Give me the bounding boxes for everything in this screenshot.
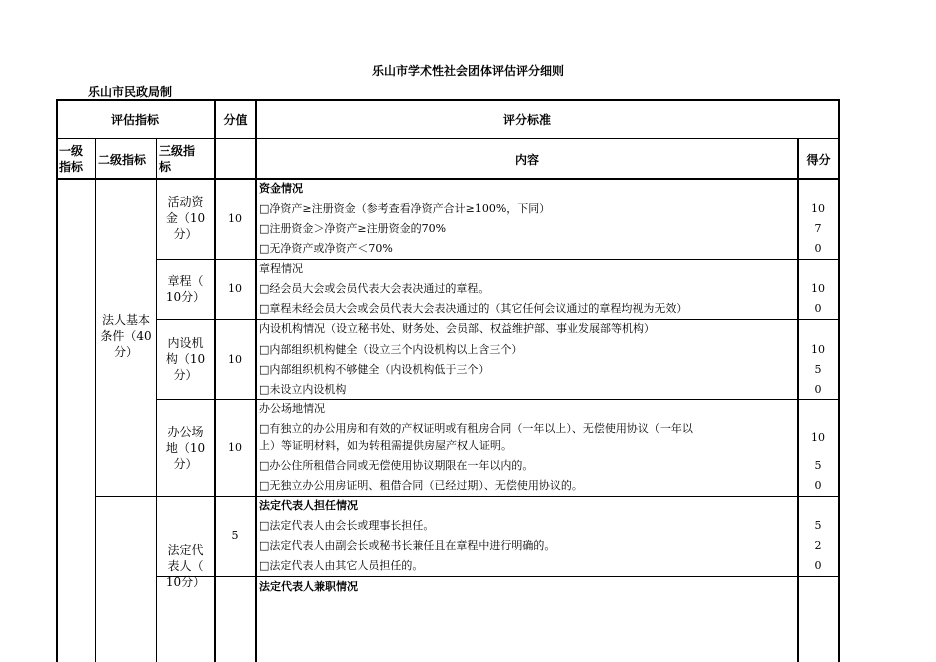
document-title: 乐山市学术性社会团体评估评分细则 bbox=[371, 64, 564, 78]
fund-item: □无净资产或净资产＜70% bbox=[259, 242, 393, 255]
legal-rep-item: □法定代表人由其它人员担任的。 bbox=[259, 559, 424, 572]
header-level3-line: 三级指 bbox=[159, 144, 196, 158]
office-heading: 办公场地情况 bbox=[259, 402, 325, 415]
level3-line: 10分） bbox=[165, 575, 206, 589]
level3-line: 地（10 bbox=[165, 441, 206, 455]
office-item-score: 10 bbox=[811, 431, 825, 444]
charter-heading: 章程情况 bbox=[259, 262, 303, 275]
office-value: 10 bbox=[228, 441, 242, 454]
header-score: 得分 bbox=[806, 153, 831, 167]
fund-item-score: 7 bbox=[814, 222, 822, 235]
table-border-left bbox=[56, 99, 58, 662]
fund-item: □注册资金＞净资产≥注册资金的70% bbox=[259, 222, 447, 235]
header-level1 bbox=[59, 143, 83, 175]
level2-line: 分） bbox=[113, 345, 138, 359]
level3-line: 分） bbox=[173, 227, 198, 241]
level3-line: 表人（ bbox=[167, 559, 204, 573]
level2-line: 法人基本 bbox=[101, 313, 150, 327]
office-item-score: 0 bbox=[814, 479, 822, 492]
legal-rep-heading: 法定代表人担任情况 bbox=[259, 499, 358, 512]
charter-item: □章程未经会员大会或会员代表大会表决通过的（其它任何会议通过的章程均视为无效） bbox=[259, 302, 688, 315]
charter-item-score: 10 bbox=[811, 282, 825, 295]
office-item-line: 上）等证明材料，如为转租需提供房屋产权人证明。 bbox=[259, 439, 512, 452]
office-item: □无独立办公用房证明、租借合同（已经过期）、无偿使用协议的。 bbox=[259, 479, 583, 492]
level3-fund bbox=[157, 194, 214, 242]
header-content: 内容 bbox=[514, 153, 539, 167]
level3-line: 办公场 bbox=[167, 425, 204, 439]
fund-item-score: 0 bbox=[814, 242, 822, 255]
header-level3 bbox=[159, 143, 195, 175]
charter-item: □经会员大会或会员代表大会表决通过的章程。 bbox=[259, 282, 490, 295]
table-header-bottom bbox=[56, 178, 840, 180]
header-level3-line: 标 bbox=[159, 160, 172, 174]
org-item: □内部组织机构健全（设立三个内设机构以上含三个） bbox=[259, 343, 523, 356]
level3-line: 分） bbox=[173, 457, 198, 471]
legal-rep-concurrent-heading: 法定代表人兼职情况 bbox=[259, 580, 358, 593]
level3-line: 10分） bbox=[165, 290, 206, 304]
office-item bbox=[259, 420, 693, 454]
level3-line: 构（10 bbox=[165, 352, 206, 366]
fund-value: 10 bbox=[228, 212, 242, 225]
legal-rep-item: □法定代表人由会长或理事长担任。 bbox=[259, 519, 435, 532]
charter-value: 10 bbox=[228, 282, 242, 295]
level3-line: 金（10 bbox=[165, 211, 206, 225]
level3-line: 活动资 bbox=[167, 195, 204, 209]
issuing-organization: 乐山市民政局制 bbox=[88, 85, 173, 99]
office-item-score: 5 bbox=[814, 459, 822, 472]
header-level1-line: 指标 bbox=[59, 160, 84, 174]
legal-rep-value: 5 bbox=[231, 529, 239, 542]
org-item: □未设立内设机构 bbox=[259, 383, 347, 396]
level3-office bbox=[157, 424, 214, 472]
org-value: 10 bbox=[228, 353, 242, 366]
level2-basic-conditions bbox=[96, 312, 156, 360]
org-item-score: 10 bbox=[811, 343, 825, 356]
header-indicators: 评估指标 bbox=[110, 113, 159, 127]
org-heading: 内设机构情况（设立秘书处、财务处、会员部、权益维护部、事业发展部等机构） bbox=[259, 322, 655, 335]
table-line bbox=[95, 496, 840, 497]
legal-rep-item-score: 5 bbox=[814, 519, 822, 532]
office-item-line: □有独立的办公用房和有效的产权证明或有租房合同（一年以上）、无偿使用协议（一年以 bbox=[259, 422, 693, 435]
level3-line: 分） bbox=[173, 368, 198, 382]
table-line bbox=[95, 138, 96, 662]
table-border-top bbox=[56, 99, 840, 101]
level3-internal-org bbox=[157, 335, 214, 383]
charter-item-score: 0 bbox=[814, 302, 822, 315]
table-line bbox=[56, 138, 840, 139]
header-level2: 二级指标 bbox=[98, 153, 147, 167]
table-line bbox=[214, 99, 216, 662]
fund-item: □净资产≥注册资金（参考查看净资产合计≥100%，下同） bbox=[259, 202, 551, 215]
org-item-score: 0 bbox=[814, 383, 822, 396]
office-item: □办公住所租借合同或无偿使用协议期限在一年以内的。 bbox=[259, 459, 534, 472]
legal-rep-item-score: 2 bbox=[814, 539, 822, 552]
fund-item-score: 10 bbox=[811, 202, 825, 215]
fund-heading: 资金情况 bbox=[259, 182, 303, 195]
header-level1-line: 一级 bbox=[59, 144, 84, 158]
level3-line: 内设机 bbox=[167, 336, 204, 350]
level2-line: 条件（40 bbox=[100, 329, 152, 343]
level3-line: 法定代 bbox=[167, 543, 204, 557]
header-score-value: 分值 bbox=[223, 113, 248, 127]
header-criteria: 评分标准 bbox=[502, 113, 551, 127]
level3-legal-rep bbox=[157, 542, 214, 590]
legal-rep-item: □法定代表人由副会长或秘书长兼任且在章程中进行明确的。 bbox=[259, 539, 556, 552]
org-item: □内部组织机构不够健全（内设机构低于三个） bbox=[259, 363, 490, 376]
level3-line: 章程（ bbox=[167, 274, 204, 288]
table-line bbox=[255, 99, 257, 662]
org-item-score: 5 bbox=[814, 363, 822, 376]
legal-rep-item-score: 0 bbox=[814, 559, 822, 572]
level3-charter bbox=[157, 273, 214, 305]
